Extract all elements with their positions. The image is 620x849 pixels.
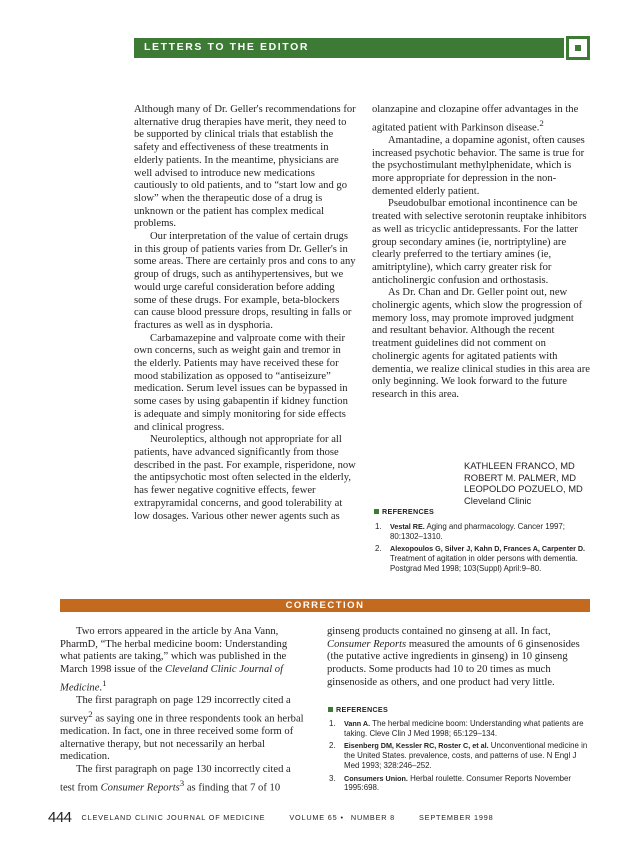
reference-item: 3. Consumers Union. Herbal roulette. Consumer Reports November 1995:698. (329, 773, 572, 793)
paragraph: Neuroleptics, although not appropriate for all patients, have advanced significantly from those described in the past. For example, risperidone, now the antipsychotic most often selected in the elderly, has fewer negative cognitive effects, fewer extrapyramidal concerns, and good tolerability at low dosages. Various other newer agents such as (134, 434, 356, 522)
author-name: ROBERT M. PALMER, MD (464, 471, 576, 483)
correction-column-1 (60, 626, 308, 795)
reference-item: 2. Alexopoulos G, Silver J, Kahn D, Frances A, Carpenter D. Treatment of agitation in older persons with dementia. Postgrad Med 1998; 103(Suppl) April:9–80. (375, 544, 586, 573)
reference-item: 1. Vestal RE. Aging and pharmacology. Cancer 1997; 80:1302–1310. (375, 522, 565, 541)
author-name: KATHLEEN FRANCO, MD (464, 460, 575, 471)
correction-reference-list (329, 719, 591, 796)
letter-column-1 (134, 104, 356, 523)
citation-marker: 2 (539, 117, 544, 128)
correction-references-heading: REFERENCES (328, 705, 388, 714)
bullet-square-icon (374, 509, 379, 514)
paragraph: Pseudobulbar emotional incontinence can be treated with selective serotonin reuptake inhibitors as well as tricyclic antidepressants. For the latter group secondary amines (ie, nortriptyline) are clearly preferred to the tertiary amines (ie, amitriptyline), which carry greater risk for anticholinergic confusion and orthostasis. (372, 198, 587, 286)
paragraph: ginseng products contained no ginseng at all. In fact, Consumer Reports measured the amounts of 6 ginsenosides (the putative active ingredients in ginseng) in 10 ginseng products. Some products had 10 to 20 times as much ginsenoside as others, and one product had very little. (327, 626, 580, 688)
reference-item: 1. Vann A. The herbal medicine boom: Understanding what patients are taking. Cleve Clin J Med 1998; 65:129–134. (329, 719, 584, 738)
bullet-square-icon (328, 707, 333, 712)
citation-marker: 3 (179, 777, 185, 788)
paragraph: The first paragraph on page 129 incorrectly cited a survey$^2$ as saying one in three respondents took an herbal medication. In fact, one in three received some form of alternative therapy, but not necessarily an herbal medication. (60, 695, 304, 763)
citation-marker: 1 (102, 677, 107, 688)
issue-date: SEPTEMBER 1998 (419, 812, 494, 822)
correction-title: CORRECTION (285, 600, 365, 611)
volume: VOLUME 65 (289, 812, 338, 822)
issue-number: NUMBER 8 (350, 812, 395, 822)
correction-header-bar (60, 599, 590, 612)
page-number: 444 (48, 808, 72, 826)
affiliation: Cleveland Clinic (464, 494, 532, 506)
paragraph: Amantadine, a dopamine agonist, often causes increased psychotic behavior. The same is true for the psychostimulant methylphenidate, which is more appropriate for depression in the non-demented elderly patient. (372, 134, 585, 197)
letter-column-2 (372, 104, 590, 402)
section-title: LETTERS TO THE EDITOR (144, 41, 310, 53)
signature-block (464, 460, 594, 506)
citation-marker: 2 (88, 708, 93, 719)
paragraph: Our interpretation of the value of certain drugs in this group of patients varies from Dr. Geller's in some areas. There are certainly pros and cons to any group of drugs, such as antihypertensives, but we would urge careful consideration before adding some of these drugs. For example, beta-blockers can cause blood pressure drops, resulting in falls or fractures as well as in dysphoria. (134, 231, 356, 331)
paragraph: olanzapine and clozapine offer advantages in the agitated patient with Parkinson disease.$^2$ (372, 104, 579, 134)
journal-name: CLEVELAND CLINIC JOURNAL OF MEDICINE (81, 812, 266, 822)
cross-logo-icon (566, 36, 590, 60)
page-footer: 444 CLEVELAND CLINIC JOURNAL OF MEDICINE VOLUME 65 • NUMBER 8 SEPTEMBER 1998 (48, 808, 494, 826)
paragraph: The first paragraph on page 130 incorrectly cited a test from Consumer Reports$^3$ as finding that 7 of 10 (60, 764, 291, 794)
author-name: LEOPOLDO POZUELO, MD (464, 483, 583, 495)
reference-item: 2. Eisenberg DM, Kessler RC, Roster C, et al. Unconventional medicine in the United States. prevalence, costs, and patterns of use. N Engl J Med 1993; 328:246–252. (329, 741, 588, 770)
section-header-bar (134, 38, 564, 58)
paragraph: Carbamazepine and valproate come with their own concerns, such as weight gain and tremor in the elderly. Patients may have received these for mood stabilization as opposed to “antiseizure” medication. Serum level issues can be bypassed in some cases by using gabapentin if kidney function is adequate and simply monitoring for side effects and clinical progress. (134, 332, 348, 433)
reference-list (375, 522, 591, 577)
correction-column-2 (327, 626, 589, 690)
references-heading: REFERENCES (374, 507, 434, 516)
paragraph: As Dr. Chan and Dr. Geller point out, new cholinergic agents, which slow the progression of memory loss, may promote improved judgment and resultant behavior. Although the recent treatment guidelines did not comment on cholinergic agents for agitated patients with dementia, we realize clinical studies in this area are only beginning. We look forward to the future research in this area. (372, 287, 590, 400)
paragraph: Although many of Dr. Geller's recommendations for alternative drug therapies have merit, they need to be supported by clinical trials that establish the safety and effectiveness of these treatments in elderly patients. In the meantime, physicians are well advised to introduce new medications cautiously to old patients, and to “start low and go slow” when the therapeutic dose of a drug is unknown or the patient has complex medical problems. (134, 104, 356, 230)
paragraph: Two errors appeared in the article by Ana Vann, PharmD, “The herbal medicine boom: Understanding what patients are taking,” which was published in the March 1998 issue of the Cleveland Clinic Journal of Medicine.$^1$ (60, 626, 288, 694)
